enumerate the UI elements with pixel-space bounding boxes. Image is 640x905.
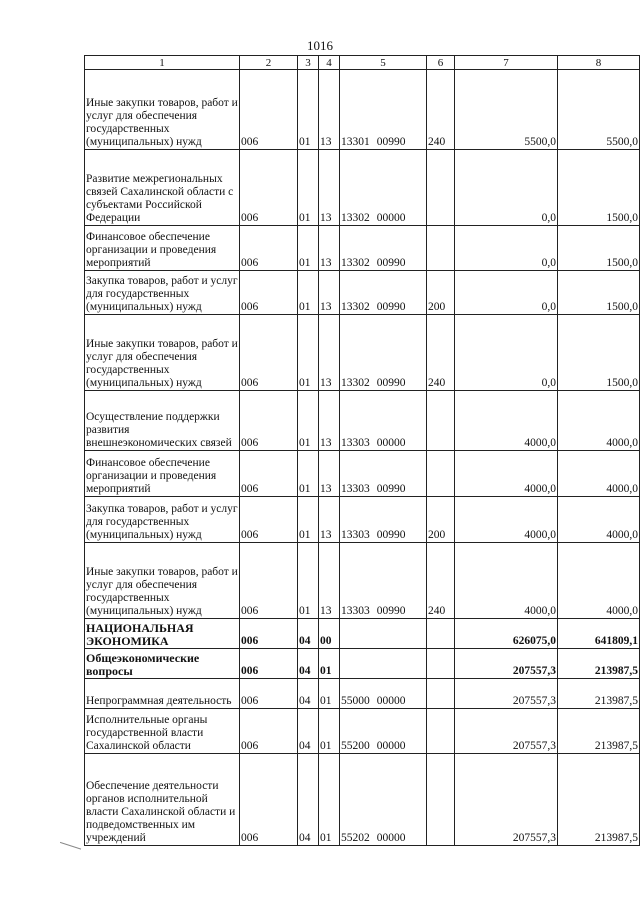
- table-row: [85, 150, 640, 226]
- target-article-code-part-2: 00990: [376, 257, 406, 269]
- row-amount-col-8: 4000,0: [558, 497, 640, 543]
- row-expense-type-code: [427, 451, 455, 497]
- target-article-code-part-2: 00990: [376, 136, 406, 148]
- page-number: 1016: [307, 38, 333, 53]
- table-row: [85, 679, 640, 709]
- row-target-article-code: [340, 391, 427, 451]
- target-article-code-part-2: 00000: [376, 832, 406, 844]
- row-name: Развитие межрегиональных связей Сахалинской области с субъектами Российской Федерации: [85, 150, 240, 226]
- row-amount-col-7: 5500,0: [455, 70, 558, 150]
- row-section-code: 04: [298, 619, 319, 649]
- row-amount-col-8: 4000,0: [558, 451, 640, 497]
- table-row: [85, 226, 640, 271]
- header-col-5: 5: [340, 56, 427, 70]
- row-department-code: 006: [240, 754, 298, 846]
- row-target-article-code: [340, 619, 427, 649]
- row-amount-col-8: 213987,5: [558, 649, 640, 679]
- row-target-article-code: [340, 451, 427, 497]
- row-target-article-code: [340, 497, 427, 543]
- row-department-code: 006: [240, 649, 298, 679]
- row-amount-col-8: 4000,0: [558, 391, 640, 451]
- table-row: [85, 754, 640, 846]
- scan-artifact: [57, 842, 81, 859]
- row-section-code: 01: [298, 271, 319, 315]
- target-article-code-part-2: 00000: [376, 740, 406, 752]
- target-article-code-part-1: 55200: [341, 740, 370, 752]
- row-department-code: 006: [240, 679, 298, 709]
- row-subsection-code: 13: [319, 226, 340, 271]
- target-article-code-part-1: 13301: [341, 136, 370, 148]
- row-amount-col-8: 1500,0: [558, 315, 640, 391]
- table-header-row: [85, 56, 640, 70]
- row-expense-type-code: [427, 619, 455, 649]
- row-subsection-code: 01: [319, 709, 340, 754]
- row-amount-col-7: 0,0: [455, 226, 558, 271]
- row-amount-col-8: 641809,1: [558, 619, 640, 649]
- target-article-code-part-1: 13303: [341, 529, 370, 541]
- table-body: [85, 70, 640, 846]
- row-name: Непрограммная деятельность: [85, 679, 240, 709]
- row-name: Осуществление поддержки развития внешнеэкономических связей: [85, 391, 240, 451]
- target-article-code-part-1: 55000: [341, 695, 370, 707]
- row-section-code: 01: [298, 150, 319, 226]
- row-amount-col-7: 4000,0: [455, 497, 558, 543]
- row-target-article-code: [340, 754, 427, 846]
- target-article-code-part-1: 13302: [341, 257, 370, 269]
- row-target-article-code: [340, 543, 427, 619]
- row-subsection-code: 13: [319, 150, 340, 226]
- table-row: [85, 315, 640, 391]
- budget-table: [84, 55, 640, 846]
- row-subsection-code: 01: [319, 679, 340, 709]
- row-amount-col-7: 207557,3: [455, 679, 558, 709]
- row-name: Исполнительные органы государственной власти Сахалинской области: [85, 709, 240, 754]
- row-amount-col-8: 213987,5: [558, 754, 640, 846]
- target-article-code-part-2: 00000: [376, 695, 406, 707]
- target-article-code-part-1: 13302: [341, 301, 370, 313]
- row-target-article-code: [340, 679, 427, 709]
- row-section-code: 01: [298, 315, 319, 391]
- table-row: [85, 70, 640, 150]
- row-section-code: 01: [298, 497, 319, 543]
- row-amount-col-7: 4000,0: [455, 451, 558, 497]
- row-amount-col-7: 207557,3: [455, 709, 558, 754]
- row-subsection-code: 01: [319, 754, 340, 846]
- row-department-code: 006: [240, 451, 298, 497]
- row-expense-type-code: [427, 679, 455, 709]
- target-article-code-part-2: 00990: [376, 483, 406, 495]
- row-amount-col-8: 5500,0: [558, 70, 640, 150]
- row-section-code: 04: [298, 649, 319, 679]
- target-article-code-part-1: 13302: [341, 377, 370, 389]
- row-amount-col-8: 213987,5: [558, 679, 640, 709]
- header-col-2: 2: [240, 56, 298, 70]
- row-name: Финансовое обеспечение организации и проведения мероприятий: [85, 451, 240, 497]
- row-name: Финансовое обеспечение организации и проведения мероприятий: [85, 226, 240, 271]
- row-amount-col-7: 0,0: [455, 271, 558, 315]
- row-target-article-code: [340, 70, 427, 150]
- target-article-code-part-1: 55202: [341, 832, 370, 844]
- row-subsection-code: 13: [319, 497, 340, 543]
- row-amount-col-7: 0,0: [455, 315, 558, 391]
- row-amount-col-7: 626075,0: [455, 619, 558, 649]
- row-section-code: 01: [298, 451, 319, 497]
- row-target-article-code: [340, 271, 427, 315]
- row-department-code: 006: [240, 315, 298, 391]
- row-name: Закупка товаров, работ и услуг для государственных (муниципальных) нужд: [85, 497, 240, 543]
- row-subsection-code: 13: [319, 271, 340, 315]
- row-subsection-code: 01: [319, 649, 340, 679]
- row-amount-col-8: 4000,0: [558, 543, 640, 619]
- row-department-code: 006: [240, 497, 298, 543]
- row-target-article-code: [340, 226, 427, 271]
- row-department-code: 006: [240, 271, 298, 315]
- row-target-article-code: [340, 709, 427, 754]
- target-article-code-part-1: 13303: [341, 437, 370, 449]
- row-section-code: 01: [298, 70, 319, 150]
- row-expense-type-code: [427, 391, 455, 451]
- row-expense-type-code: 240: [427, 543, 455, 619]
- target-article-code-part-2: 00990: [376, 605, 406, 617]
- header-col-7: 7: [455, 56, 558, 70]
- row-amount-col-8: 1500,0: [558, 226, 640, 271]
- row-amount-col-7: 207557,3: [455, 649, 558, 679]
- row-name: Иные закупки товаров, работ и услуг для обеспечения государственных (муниципальных) нужд: [85, 543, 240, 619]
- table-row: [85, 543, 640, 619]
- row-target-article-code: [340, 150, 427, 226]
- row-department-code: 006: [240, 619, 298, 649]
- row-amount-col-8: 1500,0: [558, 271, 640, 315]
- row-name: Обеспечение деятельности органов исполнительной власти Сахалинской области и подведомственных им учреждений: [85, 754, 240, 846]
- row-department-code: 006: [240, 391, 298, 451]
- row-department-code: 006: [240, 150, 298, 226]
- header-col-3: 3: [298, 56, 319, 70]
- row-section-code: 04: [298, 709, 319, 754]
- row-department-code: 006: [240, 709, 298, 754]
- table-row: [85, 451, 640, 497]
- row-name: НАЦИОНАЛЬНАЯ ЭКОНОМИКА: [85, 619, 240, 649]
- row-amount-col-7: 4000,0: [455, 543, 558, 619]
- target-article-code-part-2: 00000: [376, 437, 406, 449]
- header-col-1: 1: [85, 56, 240, 70]
- table-row: [85, 271, 640, 315]
- row-expense-type-code: 200: [427, 497, 455, 543]
- target-article-code-part-2: 00000: [376, 212, 406, 224]
- header-col-8: 8: [558, 56, 640, 70]
- header-col-6: 6: [427, 56, 455, 70]
- row-amount-col-7: 207557,3: [455, 754, 558, 846]
- row-amount-col-7: 4000,0: [455, 391, 558, 451]
- row-name: Общеэкономические вопросы: [85, 649, 240, 679]
- target-article-code-part-1: 13303: [341, 605, 370, 617]
- target-article-code-part-2: 00990: [376, 377, 406, 389]
- target-article-code-part-2: 00990: [376, 529, 406, 541]
- row-subsection-code: 13: [319, 543, 340, 619]
- row-department-code: 006: [240, 226, 298, 271]
- row-name: Закупка товаров, работ и услуг для государственных (муниципальных) нужд: [85, 271, 240, 315]
- row-subsection-code: 13: [319, 391, 340, 451]
- table-row: [85, 619, 640, 649]
- row-expense-type-code: [427, 226, 455, 271]
- row-department-code: 006: [240, 70, 298, 150]
- row-subsection-code: 13: [319, 70, 340, 150]
- row-target-article-code: [340, 649, 427, 679]
- header-col-4: 4: [319, 56, 340, 70]
- row-subsection-code: 00: [319, 619, 340, 649]
- row-name: Иные закупки товаров, работ и услуг для обеспечения государственных (муниципальных) нужд: [85, 70, 240, 150]
- target-article-code-part-1: 13303: [341, 483, 370, 495]
- table-row: [85, 709, 640, 754]
- target-article-code-part-1: 13302: [341, 212, 370, 224]
- row-target-article-code: [340, 315, 427, 391]
- target-article-code-part-2: 00990: [376, 301, 406, 313]
- row-expense-type-code: 240: [427, 70, 455, 150]
- row-section-code: 04: [298, 754, 319, 846]
- row-amount-col-7: 0,0: [455, 150, 558, 226]
- row-section-code: 01: [298, 543, 319, 619]
- row-section-code: 01: [298, 226, 319, 271]
- row-department-code: 006: [240, 543, 298, 619]
- row-expense-type-code: [427, 150, 455, 226]
- table-row: [85, 649, 640, 679]
- row-expense-type-code: [427, 754, 455, 846]
- row-amount-col-8: 1500,0: [558, 150, 640, 226]
- table-row: [85, 391, 640, 451]
- row-expense-type-code: [427, 649, 455, 679]
- row-subsection-code: 13: [319, 315, 340, 391]
- row-section-code: 04: [298, 679, 319, 709]
- row-section-code: 01: [298, 391, 319, 451]
- table-row: [85, 497, 640, 543]
- row-expense-type-code: [427, 709, 455, 754]
- row-name: Иные закупки товаров, работ и услуг для обеспечения государственных (муниципальных) нужд: [85, 315, 240, 391]
- row-expense-type-code: 200: [427, 271, 455, 315]
- row-expense-type-code: 240: [427, 315, 455, 391]
- row-amount-col-8: 213987,5: [558, 709, 640, 754]
- row-subsection-code: 13: [319, 451, 340, 497]
